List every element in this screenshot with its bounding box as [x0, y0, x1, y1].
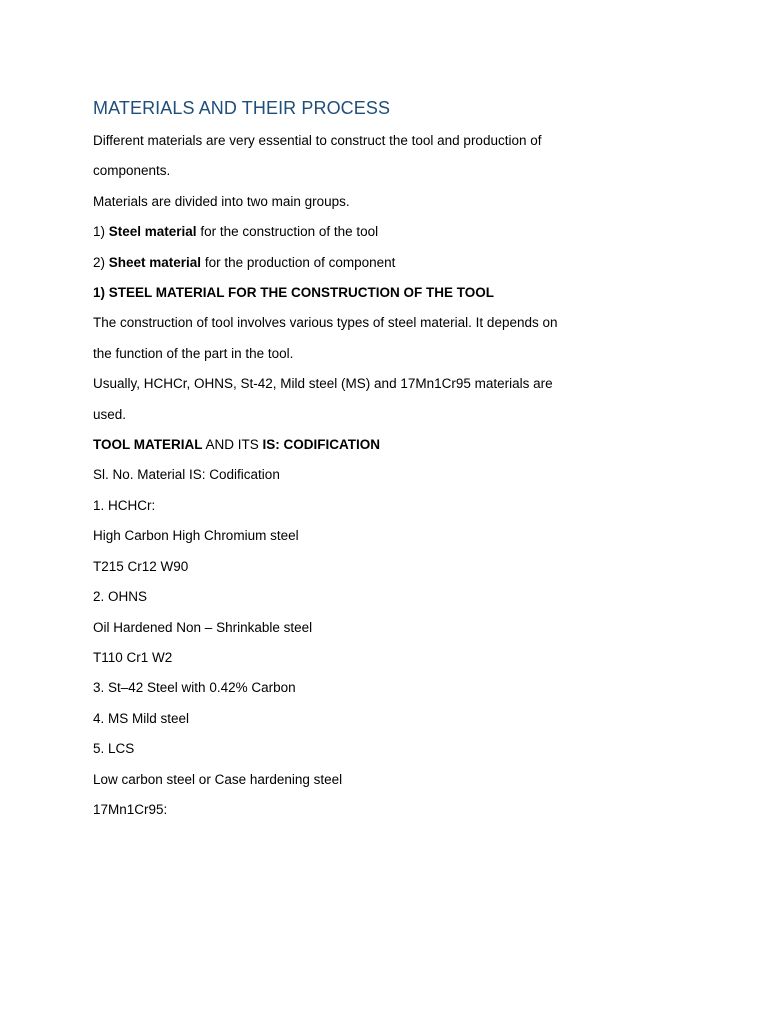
codification-heading-part-2: AND ITS	[202, 437, 263, 453]
list-item: Oil Hardened Non – Shrinkable steel	[93, 619, 313, 635]
codification-heading-part-3: IS: CODIFICATION	[262, 437, 381, 453]
document-body	[93, 96, 653, 825]
group-1-prefix: 1)	[93, 224, 109, 240]
paragraph-1-line-2: the function of the part in the tool.	[93, 345, 294, 361]
document-title: MATERIALS AND THEIR PROCESS	[93, 98, 391, 118]
group-2-rest: for the production of component	[201, 254, 396, 270]
list-item: 5. LCS	[93, 741, 135, 757]
intro-line-2: components.	[93, 163, 171, 179]
list-item: 17Mn1Cr95:	[93, 801, 168, 817]
paragraph-1-line-1: The construction of tool involves various types of steel material. It depends on	[93, 315, 558, 331]
list-item: 4. MS Mild steel	[93, 710, 190, 726]
list-item: 1. HCHCr:	[93, 497, 156, 513]
group-1	[93, 217, 653, 247]
list-item: T110 Cr1 W2	[93, 649, 173, 665]
group-2	[93, 248, 653, 278]
list-item: 2. OHNS	[93, 589, 148, 605]
group-1-rest: for the construction of the tool	[196, 224, 379, 240]
list-item: T215 Cr12 W90	[93, 558, 189, 574]
paragraph-2-line-2: used.	[93, 406, 127, 422]
table-header: Sl. No. Material IS: Codification	[93, 467, 280, 483]
group-2-bold: Sheet material	[108, 254, 202, 270]
codification-heading	[93, 430, 653, 460]
list-item: 3. St–42 Steel with 0.42% Carbon	[93, 680, 296, 696]
group-1-bold: Steel material	[108, 224, 197, 240]
paragraph-2-line-1: Usually, HCHCr, OHNS, St-42, Mild steel (MS) and 17Mn1Cr95 materials are	[93, 376, 553, 392]
list-item: High Carbon High Chromium steel	[93, 528, 299, 544]
group-2-prefix: 2)	[93, 254, 109, 270]
section-1-heading: 1) STEEL MATERIAL FOR THE CONSTRUCTION OF THE TOOL	[93, 285, 495, 301]
groups-intro: Materials are divided into two main groups.	[93, 193, 350, 209]
intro-line-1: Different materials are very essential to construct the tool and production of	[93, 133, 542, 148]
codification-heading-part-1: TOOL MATERIAL	[93, 437, 203, 453]
list-item: Low carbon steel or Case hardening steel	[93, 771, 343, 787]
material-list	[93, 491, 653, 825]
